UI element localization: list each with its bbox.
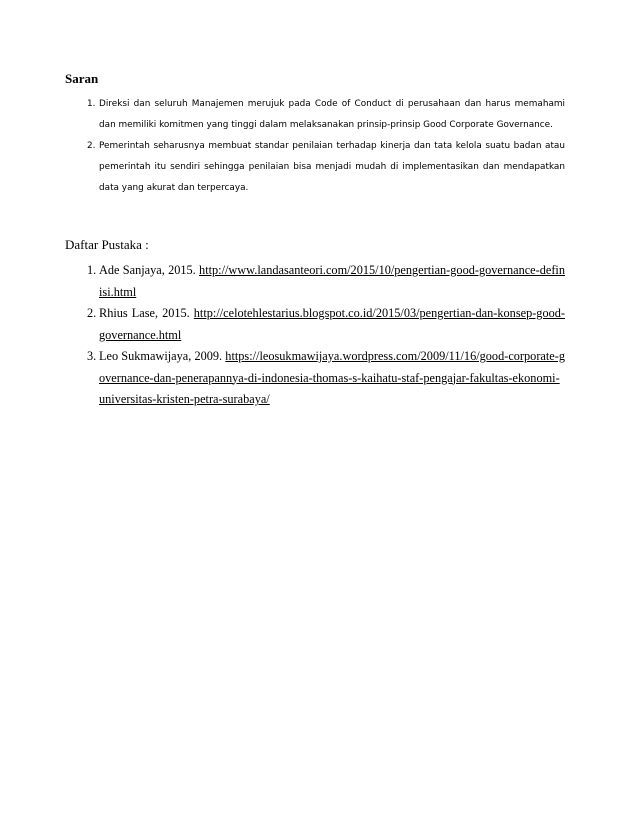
list-number: 2. <box>87 141 96 151</box>
reference-author: Ade Sanjaya, 2015. <box>99 263 200 277</box>
list-number: 1. <box>87 263 97 277</box>
saran-list <box>65 94 565 199</box>
saran-item-text: Direksi dan seluruh Manajemen merujuk pada Code of Conduct di perusahaan dan harus memahami dan memiliki komitmen yang tinggi dalam melaksanakan prinsip-prinsip Good Corporate Governance. <box>99 99 565 130</box>
saran-item-text: Pemerintah seharusnya membuat standar penilaian terhadap kinerja dan tata kelola suatu badan atau pemerintah itu sendiri sehingga penilaian bisa menjadi mudah di implementasikan dan mendapatkan data yang akurat dan terpercaya. <box>99 141 565 193</box>
saran-item <box>65 136 565 199</box>
reference-link[interactable]: http://celotehlestarius.blogspot.co.id/2015/03/pengertian-dan-konsep-good-governance.html <box>99 306 565 342</box>
saran-section <box>65 70 565 199</box>
list-number: 3. <box>87 349 97 363</box>
list-number: 1. <box>87 99 96 109</box>
reference-author: Leo Sukmawijaya, 2009. <box>99 349 226 363</box>
saran-heading: Saran <box>65 71 99 86</box>
reference-link[interactable]: https://leosukmawijaya.wordpress.com/2009/11/16/good-corporate-governance-dan-penerapannya-di-indonesia-thomas-s-kaihatu-staf-pengajar-fakultas-ekonomi-universitas-kristen-petra-surabaya/ <box>99 349 565 406</box>
daftar-pustaka-section <box>65 236 565 411</box>
reference-item <box>65 303 565 346</box>
saran-item <box>65 94 565 136</box>
reference-author: Rhius Lase, 2015. <box>99 306 194 320</box>
reference-list <box>65 260 565 411</box>
daftar-pustaka-heading: Daftar Pustaka : <box>65 237 149 252</box>
reference-item <box>65 346 565 411</box>
reference-link[interactable]: http://www.landasanteori.com/2015/10/pengertian-good-governance-definisi.html <box>99 263 565 299</box>
list-number: 2. <box>87 306 97 320</box>
reference-item <box>65 260 565 303</box>
